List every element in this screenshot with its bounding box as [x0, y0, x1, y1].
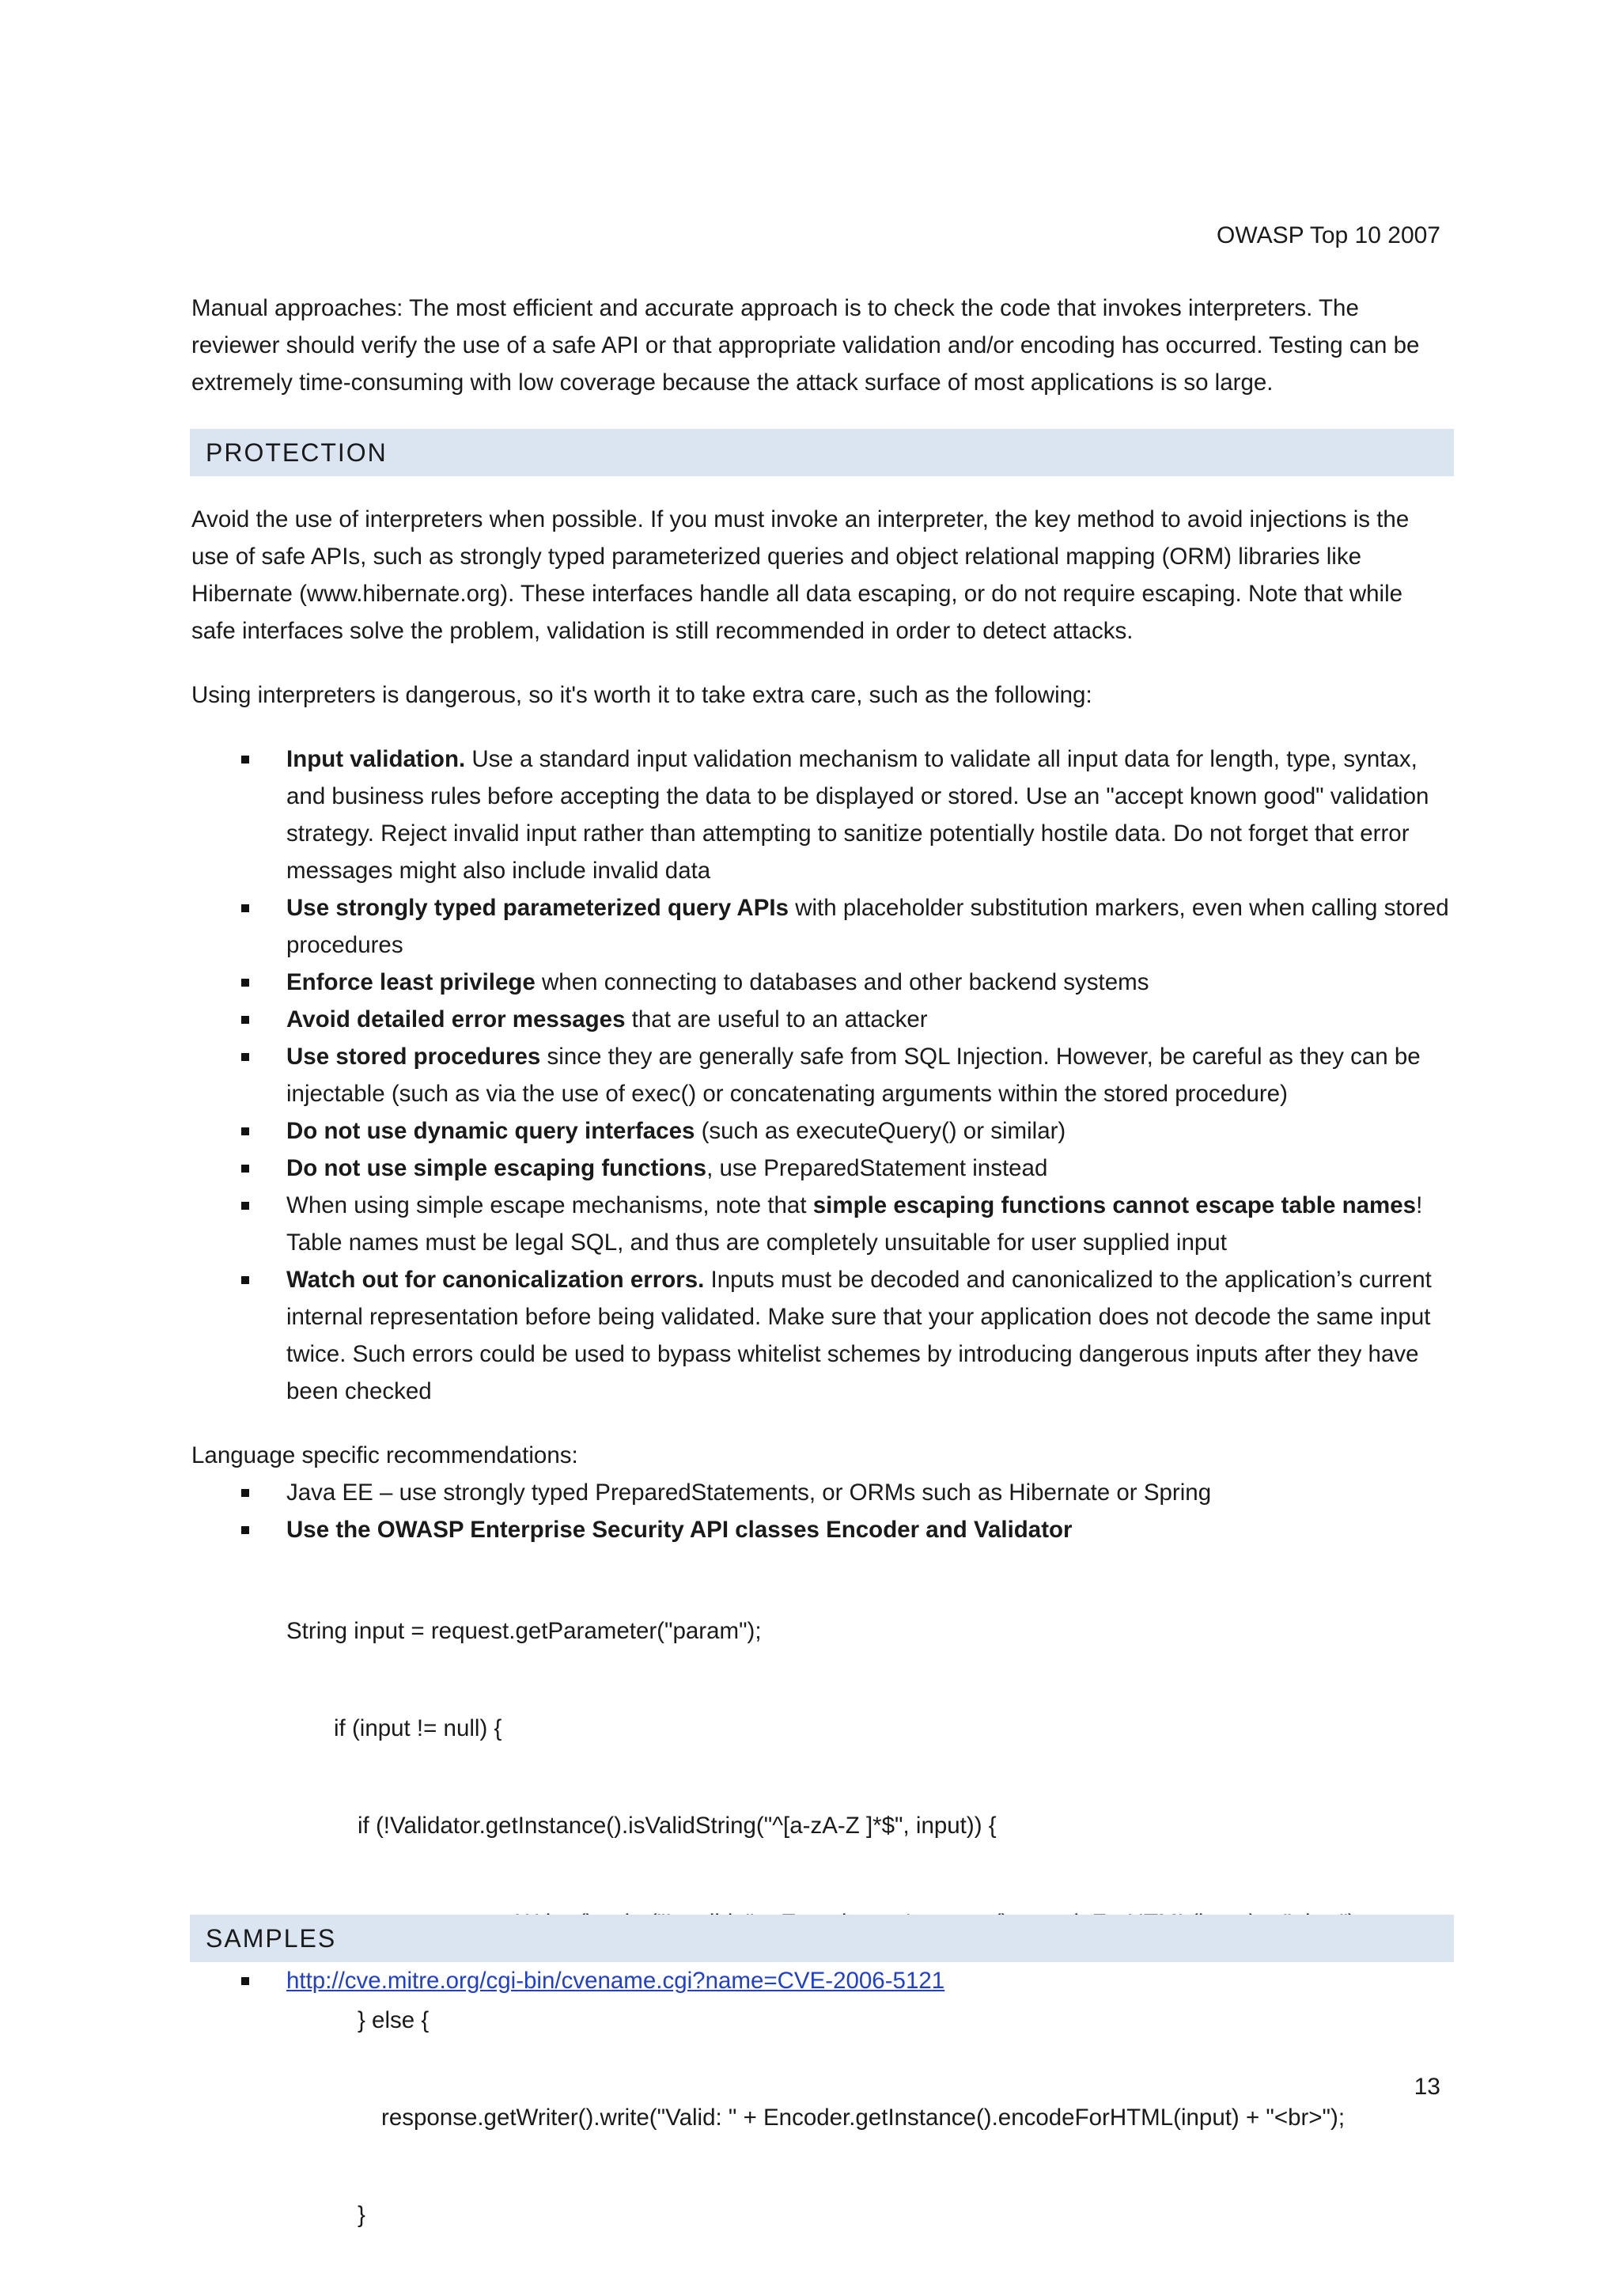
language-list	[191, 1474, 1441, 1548]
code-line: if (input != null) {	[334, 1715, 502, 1741]
section-heading-label: PROTECTION	[206, 438, 388, 467]
section-heading-samples	[190, 1915, 1454, 1962]
page-header: OWASP Top 10 2007	[1217, 222, 1440, 248]
code-line: } else {	[358, 2007, 430, 2033]
section-heading-label: SAMPLES	[206, 1924, 337, 1953]
square-bullet-icon	[241, 1526, 249, 1534]
square-bullet-icon	[241, 1165, 249, 1173]
list-item: Enforce least privilege when connecting to databases and other backend systems	[191, 964, 1455, 1001]
code-line: String input = request.getParameter("param");	[286, 1618, 762, 1644]
square-bullet-icon	[241, 904, 249, 912]
code-line: }	[358, 2202, 365, 2228]
list-item: Input validation. Use a standard input validation mechanism to validate all input data for length, type, syntax, and business rules before accepting the data to be displayed or stored. Use an "accept known good" validation strategy. Reject invalid input rather than attempting to sanitize potentially hostile data. Do not forget that error messages might also include invalid data	[191, 741, 1455, 889]
list-item: Avoid detailed error messages that are useful to an attacker	[191, 1001, 1455, 1038]
intro-paragraph: Manual approaches: The most efficient and accurate approach is to check the code that invokes interpreters. The reviewer should verify the use of a safe API or that appropriate validation and/or encoding has occurred. Testing can be extremely time-consuming with low coverage because the attack surface of most applications is so large.	[191, 295, 1420, 396]
section-heading-protection	[190, 429, 1454, 476]
samples-list	[191, 1962, 1441, 1999]
protection-section	[191, 501, 1449, 2296]
square-bullet-icon	[241, 1977, 249, 1985]
square-bullet-icon	[241, 979, 249, 987]
list-item	[191, 1962, 1455, 1999]
list-item: Java EE – use strongly typed PreparedStatements, or ORMs such as Hibernate or Spring	[191, 1474, 1455, 1511]
list-item: Watch out for canonicalization errors. Inputs must be decoded and canonicalized to the application’s current internal representation before being validated. Make sure that your application does not decode the same input twice. Such errors could be used to bypass whitelist schemes by introducing dangerous inputs after they have been checked	[191, 1261, 1455, 1410]
list-item: Use strongly typed parameterized query APIs with placeholder substitution markers, even when calling stored procedures	[191, 889, 1455, 964]
list-item: Use the OWASP Enterprise Security API classes Encoder and Validator	[191, 1511, 1455, 1548]
language-recommendations-heading: Language specific recommendations:	[191, 1442, 578, 1468]
protection-list	[191, 741, 1449, 1410]
square-bullet-icon	[241, 1016, 249, 1024]
protection-intro-line: Using interpreters is dangerous, so it's worth it to take extra care, such as the following:	[191, 682, 1092, 708]
list-item: Do not use dynamic query interfaces (such as executeQuery() or similar)	[191, 1112, 1455, 1150]
code-line: if (!Validator.getInstance().isValidString("^[a-zA-Z ]*$", input)) {	[358, 1813, 997, 1839]
square-bullet-icon	[241, 1202, 249, 1210]
square-bullet-icon	[241, 1053, 249, 1061]
code-line: response.getWriter().write("Valid: " + Encoder.getInstance().encodeForHTML(input) + "<br>");	[381, 2105, 1346, 2131]
square-bullet-icon	[241, 1276, 249, 1284]
list-item: Use stored procedures since they are generally safe from SQL Injection. However, be careful as they can be injectable (such as via the use of exec() or concatenating arguments within the stored procedure)	[191, 1038, 1455, 1112]
samples-section	[191, 1962, 1441, 1999]
list-item: Do not use simple escaping functions, use PreparedStatement instead	[191, 1150, 1455, 1187]
square-bullet-icon	[241, 756, 249, 763]
intro-section	[191, 290, 1441, 401]
list-item: When using simple escape mechanisms, note that simple escaping functions cannot escape table names! Table names must be legal SQL, and thus are completely unsuitable for user supplied input	[191, 1187, 1455, 1261]
protection-paragraph: Avoid the use of interpreters when possible. If you must invoke an interpreter, the key method to avoid injections is the use of safe APIs, such as strongly typed parameterized queries and object relational mapping (ORM) libraries like Hibernate (www.hibernate.org). These interfaces handle all data escaping, or do not require escaping. Note that while safe interfaces solve the problem, validation is still recommended in order to detect attacks.	[191, 506, 1410, 644]
cve-link[interactable]: http://cve.mitre.org/cgi-bin/cvename.cgi?name=CVE-2006-5121	[286, 1968, 945, 1994]
square-bullet-icon	[241, 1127, 249, 1135]
square-bullet-icon	[241, 1489, 249, 1497]
page-number: 13	[1414, 2074, 1440, 2100]
